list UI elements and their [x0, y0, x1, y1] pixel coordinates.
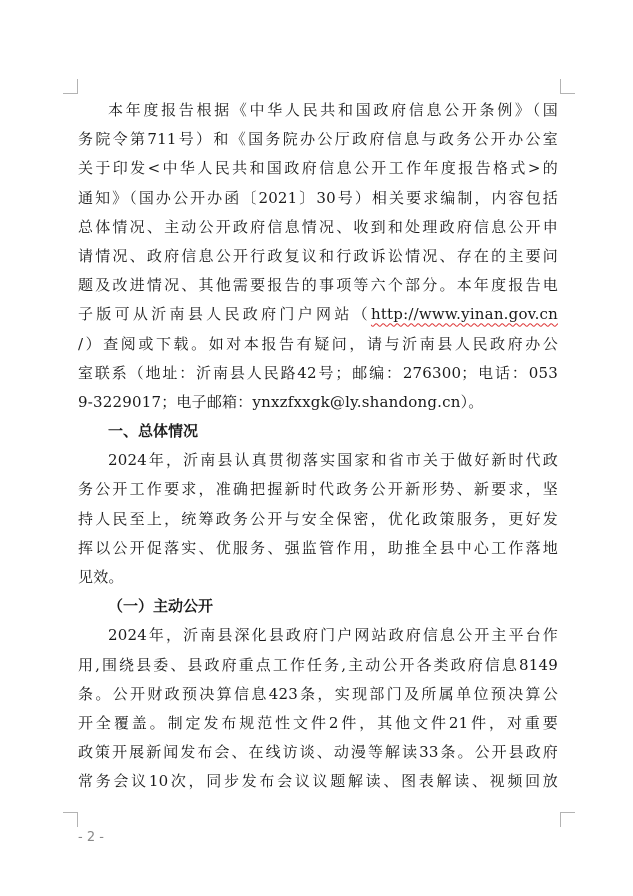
text-line: 条。公开财政预决算信息423条，实现部门及所属单位预决算公	[78, 684, 558, 703]
crop-mark-bottom-left	[63, 812, 78, 827]
text-line: /）查阅或下载。如对本报告有疑问，请与沂南县人民政府办公	[78, 334, 558, 353]
text-line: 政策开展新闻发布会、在线访谈、动漫等解读33条。公开县政府	[78, 743, 558, 762]
website-link[interactable]: http://www.yinan.gov.cn	[370, 305, 558, 324]
crop-mark-top-left	[63, 79, 78, 94]
text-line: 务院令第711号）和《国务院办公厅政府信息与政务公开办公室	[78, 130, 558, 149]
overview-paragraph	[78, 446, 558, 592]
text-line: 通知》（国办公开办函〔2021〕30号）相关要求编制，内容包括	[78, 188, 558, 207]
text-fragment: 子版可从沂南县人民政府门户网站（	[78, 305, 371, 324]
text-line: 持人民至上，统筹政务公开与安全保密，优化政策服务，更好发	[78, 509, 558, 528]
document-body	[78, 96, 558, 797]
text-line: 总体情况、主动公开政府信息情况、收到和处理政府信息公开申	[78, 217, 558, 236]
text-line: 2024年，沂南县深化县政府门户网站政府信息公开主平台作	[108, 626, 558, 645]
text-line: 请情况、政府信息公开行政复议和行政诉讼情况、存在的主要问	[78, 246, 558, 265]
text-line: 见效。	[78, 568, 124, 586]
text-line: 常务会议10次，同步发布会议议题解读、图表解读、视频回放	[78, 772, 558, 791]
page-number: - 2 -	[78, 830, 104, 845]
section-heading-overview: 一、总体情况	[108, 422, 199, 441]
intro-paragraph	[78, 96, 558, 417]
text-line: 室联系（地址：沂南县人民路42号；邮编：276300；电话：053	[78, 363, 558, 382]
text-line: 开全覆盖。制定发布规范性文件2件，其他文件21件，对重要	[78, 713, 558, 732]
text-line-with-url	[78, 300, 558, 329]
text-line: 题及改进情况、其他需要报告的事项等六个部分。本年度报告电	[78, 276, 558, 295]
active-disclosure-paragraph	[78, 621, 558, 796]
text-line: 关于印发<中华人民共和国政府信息公开工作年度报告格式>的	[78, 159, 558, 178]
text-line: 2024年，沂南县认真贯彻落实国家和省市关于做好新时代政	[108, 451, 558, 470]
text-line: 务公开工作要求，准确把握新时代政务公开新形势、新要求，坚	[78, 480, 558, 499]
text-line: 挥以公开促落实、优服务、强监管作用，助推全县中心工作落地	[78, 538, 558, 557]
text-line: 用,围绕县委、县政府重点工作任务,主动公开各类政府信息8149	[78, 655, 558, 674]
text-line: 9-3229017；电子邮箱：ynxzfxxgk@ly.shandong.cn）。	[78, 392, 484, 411]
crop-mark-top-right	[560, 79, 575, 94]
subsection-heading-active-disclosure: （一）主动公开	[108, 597, 214, 616]
text-line: 本年度报告根据《中华人民共和国政府信息公开条例》（国	[108, 101, 558, 119]
crop-mark-bottom-right	[560, 812, 575, 827]
